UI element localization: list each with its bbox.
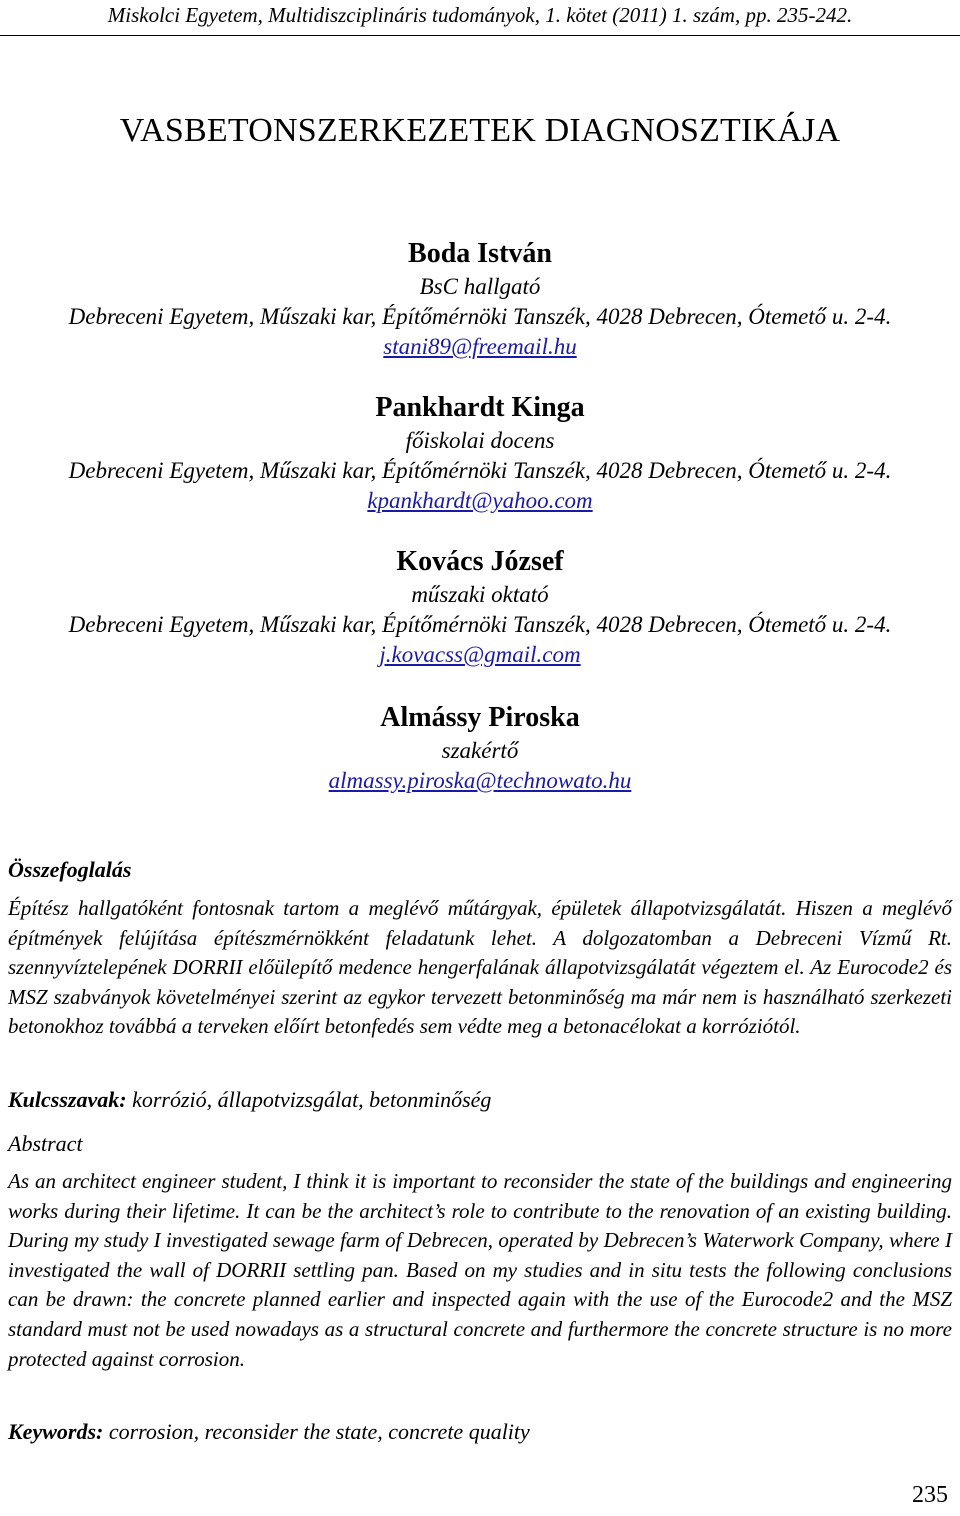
keywords-hu-values: korrózió, állapotvizsgálat, betonminőség bbox=[126, 1087, 492, 1112]
author-affiliation: Debreceni Egyetem, Műszaki kar, Építőmérnöki Tanszék, 4028 Debrecen, Ótemető u. 2-4. bbox=[68, 458, 892, 483]
author-block bbox=[0, 544, 960, 670]
keywords-hu bbox=[8, 1087, 491, 1113]
author-role: műszaki oktató bbox=[411, 582, 549, 607]
keywords-en-values: corrosion, reconsider the state, concrete quality bbox=[103, 1419, 530, 1444]
abstract-text: As an architect engineer student, I think it is important to reconsider the state of the buildings and engineering works during their lifetime. It can be the architect’s role to contribute to the renovation of an existing building. During my study I investigated sewage farm of Debrecen, operated by Debrecen’s Waterwork Company, where I investigated the wall of DORRII settling pan. Based on my studies and in situ tests the following conclusions can be drawn: the concrete planned earlier and inspected again with the use of the Eurocode2 and the MSZ standard must not be used nowadays as a structural concrete and furthermore the concrete structure is no more protected against corrosion. bbox=[8, 1169, 952, 1371]
author-email-link[interactable]: almassy.piroska@technowato.hu bbox=[328, 768, 632, 793]
author-role: BsC hallgató bbox=[419, 274, 541, 299]
journal-header: Miskolci Egyetem, Multidiszciplináris tudományok, 1. kötet (2011) 1. szám, pp. 235-242. bbox=[0, 0, 960, 36]
author-name: Pankhardt Kinga bbox=[375, 392, 585, 423]
author-block bbox=[0, 390, 960, 516]
author-affiliation: Debreceni Egyetem, Műszaki kar, Építőmérnöki Tanszék, 4028 Debrecen, Ótemető u. 2-4. bbox=[68, 612, 892, 637]
author-block bbox=[0, 236, 960, 362]
author-email-link[interactable]: j.kovacss@gmail.com bbox=[379, 642, 581, 667]
author-role: főiskolai docens bbox=[405, 428, 555, 453]
author-block bbox=[0, 700, 960, 796]
author-name: Kovács József bbox=[396, 546, 564, 577]
author-email-link[interactable]: stani89@freemail.hu bbox=[383, 334, 577, 359]
summary-heading: Összefoglalás bbox=[8, 857, 132, 882]
author-email-link[interactable]: kpankhardt@yahoo.com bbox=[367, 488, 593, 513]
keywords-hu-label: Kulcsszavak: bbox=[8, 1087, 127, 1112]
summary-text: Építész hallgatóként fontosnak tartom a meglévő műtárgyak, épületek állapotvizsgálatát. Hiszen a meglévő építmények felújítása építészmérnökként feladatunk lehet. A dolgozatomban a Debreceni Vízmű Rt. szennyvíztelepének DORRII előülepítő medence hengerfalának állapotvizsgálatát végeztem el. Az Eurocode2 és MSZ szabványok követelményei szerint az egykor tervezett betonminőség ma már nem is használható szerkezeti betonokhoz továbbá a terveken előírt betonfedés sem védte meg a betonacélokat a korróziótól. bbox=[8, 896, 952, 1039]
keywords-en-label: Keywords: bbox=[8, 1419, 104, 1444]
abstract-heading: Abstract bbox=[8, 1131, 83, 1156]
author-name: Almássy Piroska bbox=[380, 702, 580, 733]
paper-title: VASBETONSZERKEZETEK DIAGNOSZTIKÁJA bbox=[119, 112, 841, 149]
author-name: Boda István bbox=[408, 238, 552, 269]
author-role: szakértő bbox=[441, 738, 519, 763]
author-affiliation: Debreceni Egyetem, Műszaki kar, Építőmérnöki Tanszék, 4028 Debrecen, Ótemető u. 2-4. bbox=[68, 304, 892, 329]
keywords-en bbox=[8, 1419, 530, 1445]
page-number: 235 bbox=[912, 1482, 948, 1508]
